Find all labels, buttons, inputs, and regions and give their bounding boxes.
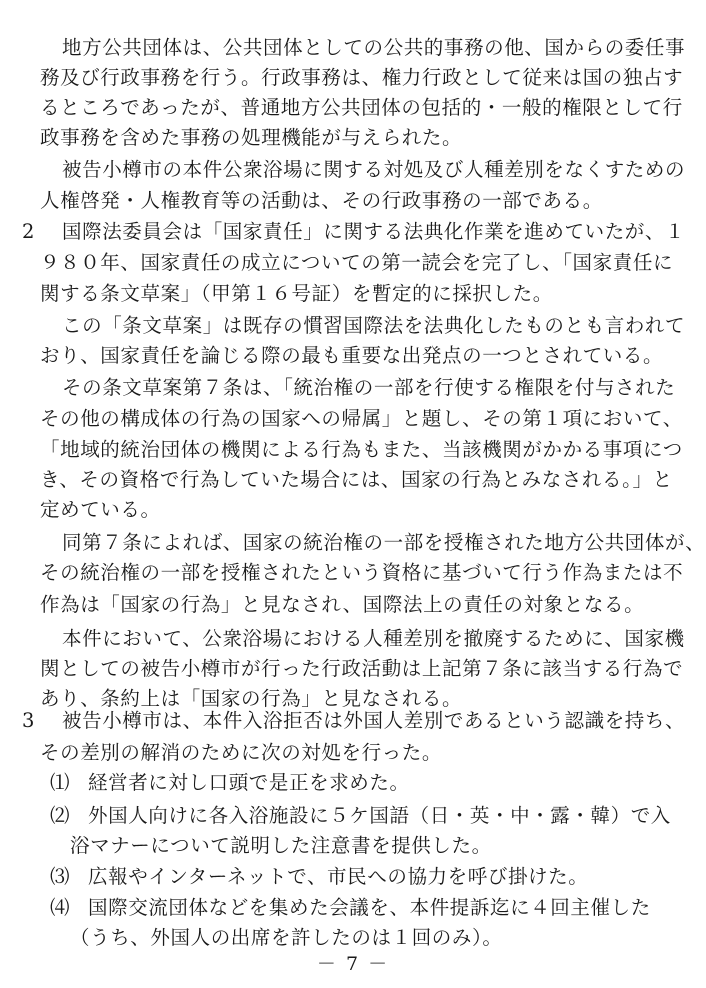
item-2-line-1: 外国人向けに各入浴施設に５ケ国語（日・英・中・露・韓）で入 [88, 804, 671, 827]
item-4-line-2: （うち、外国人の出席を許したのは１回のみ）。 [70, 926, 503, 949]
section-3-number: 3 [22, 709, 35, 732]
p6-line-1: 本件において、公衆浴場における人種差別を撤廃するために、国家機 [62, 627, 685, 650]
p1-line-4: 政事務を含めた事務の処理機能が与えられた。 [40, 126, 463, 149]
p5-line-3: 作為は「国家の行為」と見なされ、国際法上の責任の対象となる。 [40, 593, 645, 616]
s3-line-1: 被告小樽市は、本件入浴拒否は外国人差別であるという認識を持ち、 [62, 709, 686, 732]
p1-line-1: 地方公共団体は、公共団体としての公共的事務の他、国からの委任事 [62, 36, 686, 59]
page-number: － 7 － [316, 953, 390, 975]
p5-line-2: その統治権の一部を授権されたという資格に基づいて行う作為または不 [40, 561, 684, 584]
p4-line-4: き、その資格で行為していた場合には、国家の行為とみなされる。」と [40, 468, 673, 491]
p6-line-3: あり、条約上は「国家の行為」と見なされる。 [40, 687, 463, 710]
p3-line-1: この「条文草案」は既存の慣習国際法を法典化したものとも言われて [62, 314, 686, 337]
item-3-number: ⑶ [50, 865, 70, 888]
item-1-number: ⑴ [50, 771, 70, 794]
s2-line-3: 関する条文草案」（甲第１６号証）を暫定的に採択した。 [40, 282, 553, 305]
s2-line-1: 国際法委員会は「国家責任」に関する法典化作業を進めていたが、１ [62, 220, 686, 243]
item-1-line-1: 経営者に対し口頭で是正を求めた。 [88, 771, 410, 794]
item-4-line-1: 国際交流団体などを集めた会議を、本件提訴迄に４回主催した [88, 896, 651, 919]
p6-line-2: 関としての被告小樽市が行った行政活動は上記第７条に該当する行為で [40, 657, 684, 680]
p4-line-1: その条文草案第７条は、「統治権の一部を行使する権限を付与された [62, 376, 676, 399]
s3-line-2: その差別の解消のために次の対処を行った。 [40, 741, 443, 764]
p4-line-5: 定めている。 [40, 498, 161, 521]
item-3-line-1: 広報やインターネットで、市民への協力を呼び掛けた。 [88, 865, 589, 888]
s2-line-2: ９８０年、国家責任の成立についての第一読会を完了し、「国家責任に [40, 251, 674, 274]
item-2-line-2: 浴マナーについて説明した注意書を提供した。 [70, 834, 492, 857]
section-2-number: 2 [22, 220, 35, 243]
p4-line-2: その他の構成体の行為の国家への帰属」と題し、その第１項において、 [40, 407, 683, 430]
p1-line-3: るところであったが、普通地方公共団体の包括的・一般的権限として行 [40, 96, 683, 119]
p5-line-1: 同第７条によれば、国家の統治権の一部を授権された地方公共団体が、 [62, 531, 706, 554]
item-2-number: ⑵ [50, 804, 70, 827]
p4-line-3: 「地域的統治団体の機関による行為もまた、当該機関がかかる事項につ [40, 438, 683, 461]
item-4-number: ⑷ [50, 896, 70, 919]
p3-line-2: おり、国家責任を論じる際の最も重要な出発点の一つとされている。 [40, 344, 664, 367]
p1-line-2: 務及び行政事務を行う。行政事務は、権力行政として従来は国の独占す [40, 66, 684, 89]
p2-line-2: 人権啓発・人権教育等の活動は、その行政事務の一部である。 [40, 189, 603, 212]
p2-line-1: 被告小樽市の本件公衆浴場に関する対処及び人種差別をなくすための [62, 158, 686, 181]
